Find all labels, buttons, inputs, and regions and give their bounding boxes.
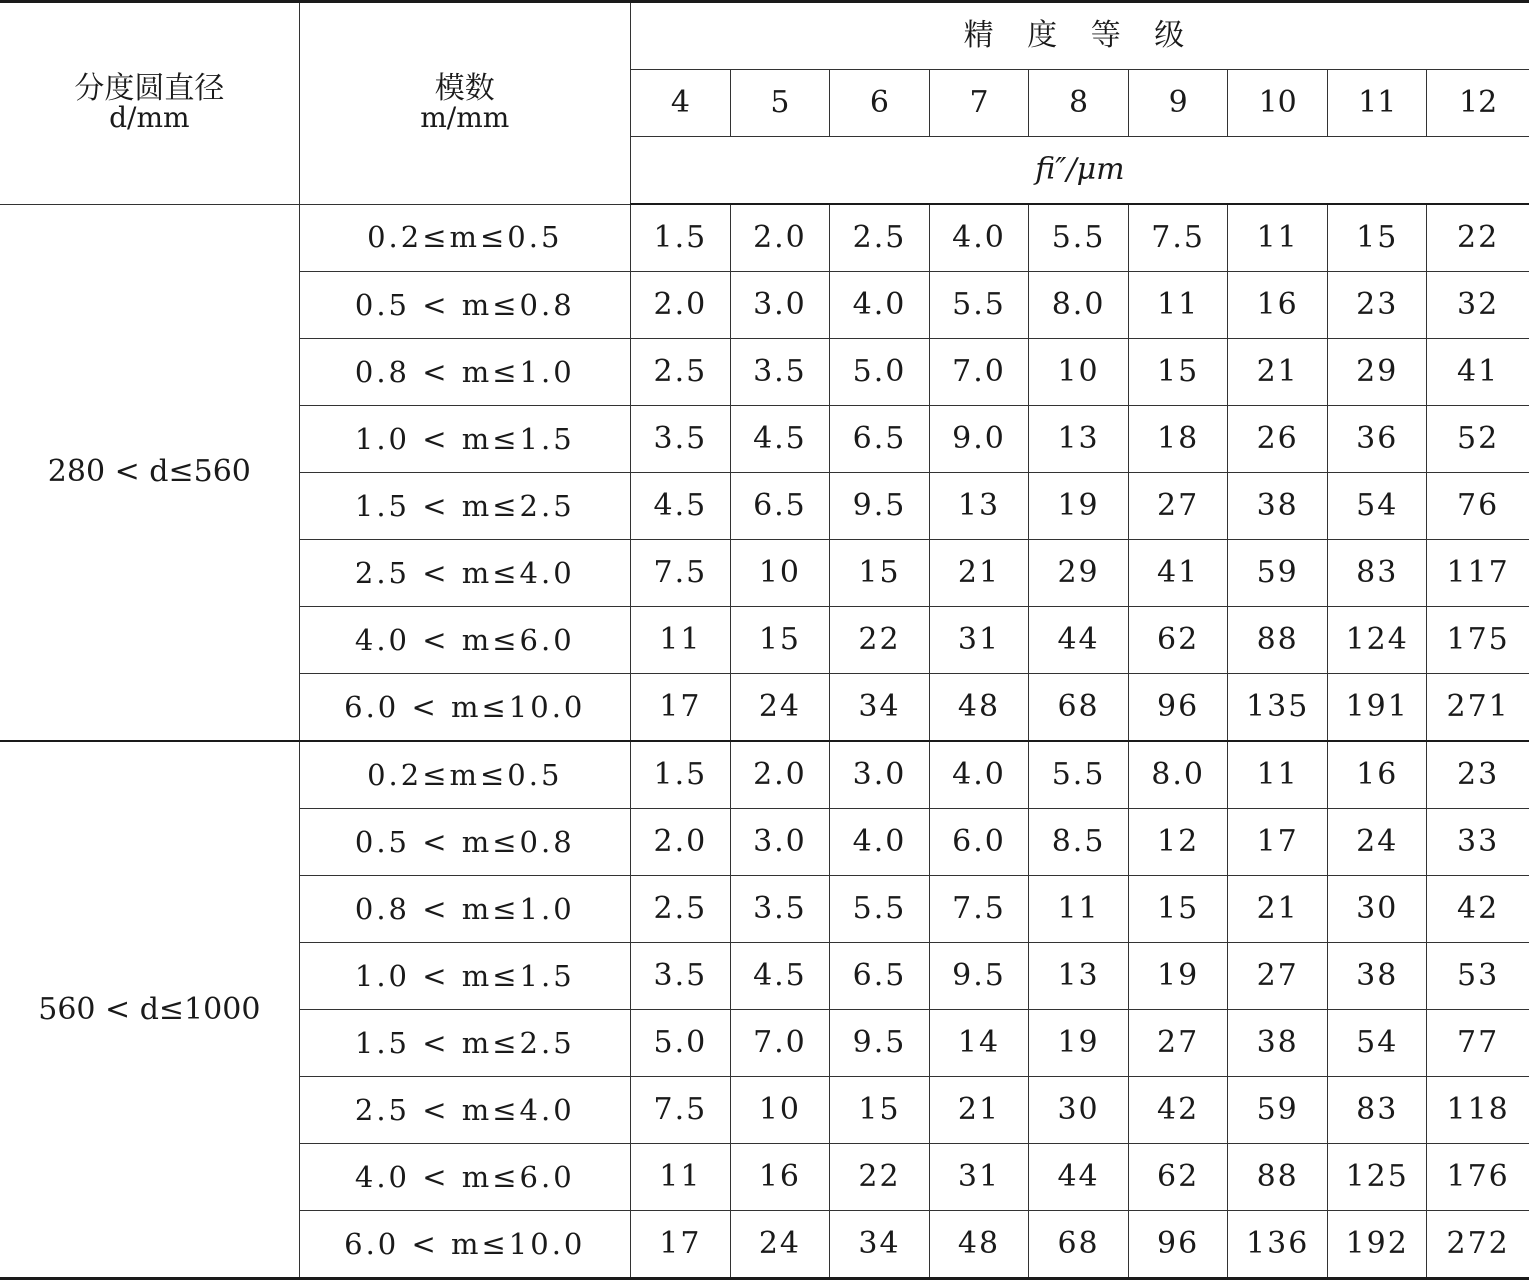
tolerance-value-cell: 27 [1129, 473, 1228, 540]
tolerance-value-cell: 191 [1328, 674, 1427, 742]
tolerance-value-cell: 15 [1129, 876, 1228, 943]
tolerance-value-cell: 124 [1328, 607, 1427, 674]
tolerance-value-cell: 38 [1228, 473, 1328, 540]
tolerance-value-cell: 38 [1228, 1010, 1328, 1077]
tolerance-value-cell: 32 [1427, 272, 1529, 339]
header-module-cell [299, 2, 630, 205]
tolerance-value-cell: 96 [1129, 674, 1228, 742]
table-row [0, 204, 1529, 272]
tolerance-value-cell: 8.0 [1129, 741, 1228, 809]
tolerance-value-cell: 1.5 [630, 204, 730, 272]
tolerance-value-cell: 42 [1129, 1077, 1228, 1144]
tolerance-value-cell: 11 [630, 607, 730, 674]
header-grade-title: 精 度 等 级 [630, 2, 1529, 70]
tolerance-value-cell: 83 [1328, 1077, 1427, 1144]
module-range-cell: 6.0 < m≤10.0 [299, 1211, 630, 1279]
tolerance-value-cell: 16 [730, 1144, 829, 1211]
tolerance-value-cell: 96 [1129, 1211, 1228, 1279]
tolerance-value-cell: 5.5 [829, 876, 929, 943]
module-range-cell: 1.5 < m≤2.5 [299, 473, 630, 540]
tolerance-value-cell: 41 [1129, 540, 1228, 607]
tolerance-value-cell: 6.0 [930, 809, 1029, 876]
header-grade-4: 4 [630, 70, 730, 137]
tolerance-value-cell: 38 [1328, 943, 1427, 1010]
module-range-cell: 1.0 < m≤1.5 [299, 406, 630, 473]
tolerance-value-cell: 44 [1029, 607, 1129, 674]
tolerance-value-cell: 88 [1228, 607, 1328, 674]
diameter-range-cell: 280 < d≤560 [0, 204, 299, 741]
tolerance-value-cell: 13 [930, 473, 1029, 540]
tolerance-value-cell: 11 [1129, 272, 1228, 339]
tolerance-value-cell: 59 [1228, 1077, 1328, 1144]
tolerance-value-cell: 3.5 [630, 406, 730, 473]
tolerance-value-cell: 76 [1427, 473, 1529, 540]
tolerance-value-cell: 3.0 [829, 741, 929, 809]
tolerance-value-cell: 117 [1427, 540, 1529, 607]
tolerance-value-cell: 13 [1029, 406, 1129, 473]
tolerance-value-cell: 5.5 [1029, 741, 1129, 809]
module-range-cell: 4.0 < m≤6.0 [299, 607, 630, 674]
tolerance-value-cell: 9.0 [930, 406, 1029, 473]
tolerance-value-cell: 27 [1129, 1010, 1228, 1077]
tolerance-value-cell: 31 [930, 1144, 1029, 1211]
module-range-cell: 1.0 < m≤1.5 [299, 943, 630, 1010]
tolerance-value-cell: 34 [829, 674, 929, 742]
tolerance-value-cell: 23 [1328, 272, 1427, 339]
tolerance-value-cell: 2.0 [730, 204, 829, 272]
tolerance-value-cell: 7.5 [630, 540, 730, 607]
tolerance-value-cell: 6.5 [829, 406, 929, 473]
tolerance-value-cell: 53 [1427, 943, 1529, 1010]
header-diameter-label: 分度圆直径 [74, 71, 225, 107]
tolerance-value-cell: 3.0 [730, 272, 829, 339]
tolerance-value-cell: 77 [1427, 1010, 1529, 1077]
tolerance-value-cell: 2.5 [630, 339, 730, 406]
tolerance-value-cell: 9.5 [930, 943, 1029, 1010]
module-range-cell: 0.2≤m≤0.5 [299, 204, 630, 272]
tolerance-value-cell: 22 [829, 1144, 929, 1211]
tolerance-value-cell: 21 [930, 540, 1029, 607]
header-grade-5: 5 [730, 70, 829, 137]
tolerance-value-cell: 15 [1328, 204, 1427, 272]
tolerance-value-cell: 27 [1228, 943, 1328, 1010]
tolerance-value-cell: 5.5 [1029, 204, 1129, 272]
tolerance-value-cell: 9.5 [829, 473, 929, 540]
tolerance-value-cell: 41 [1427, 339, 1529, 406]
tolerance-value-cell: 36 [1328, 406, 1427, 473]
header-module-unit: m/mm [420, 101, 510, 135]
tolerance-value-cell: 3.5 [730, 876, 829, 943]
tolerance-value-cell: 21 [1228, 876, 1328, 943]
tolerance-value-cell: 7.5 [1129, 204, 1228, 272]
tolerance-value-cell: 11 [630, 1144, 730, 1211]
module-range-cell: 0.8 < m≤1.0 [299, 876, 630, 943]
tolerance-value-cell: 272 [1427, 1211, 1529, 1279]
tolerance-value-cell: 118 [1427, 1077, 1529, 1144]
tolerance-value-cell: 22 [1427, 204, 1529, 272]
tolerance-value-cell: 48 [930, 674, 1029, 742]
tolerance-value-cell: 9.5 [829, 1010, 929, 1077]
tolerance-value-cell: 5.0 [829, 339, 929, 406]
tolerance-value-cell: 29 [1328, 339, 1427, 406]
tolerance-value-cell: 17 [630, 1211, 730, 1279]
module-range-cell: 0.2≤m≤0.5 [299, 741, 630, 809]
header-grade-7: 7 [930, 70, 1029, 137]
tolerance-value-cell: 7.0 [930, 339, 1029, 406]
tolerance-value-cell: 30 [1029, 1077, 1129, 1144]
tolerance-value-cell: 19 [1029, 473, 1129, 540]
tolerance-value-cell: 22 [829, 607, 929, 674]
header-module-label: 模数 [434, 71, 495, 107]
table-row [0, 741, 1529, 809]
tolerance-value-cell: 8.5 [1029, 809, 1129, 876]
module-range-cell: 6.0 < m≤10.0 [299, 674, 630, 742]
tolerance-value-cell: 7.5 [630, 1077, 730, 1144]
tolerance-value-cell: 4.0 [930, 741, 1029, 809]
tolerance-value-cell: 42 [1427, 876, 1529, 943]
tolerance-value-cell: 10 [1029, 339, 1129, 406]
tolerance-value-cell: 175 [1427, 607, 1529, 674]
tolerance-value-cell: 54 [1328, 473, 1427, 540]
header-row-grade-title [0, 2, 1529, 70]
tolerance-value-cell: 4.0 [930, 204, 1029, 272]
tolerance-value-cell: 17 [1228, 809, 1328, 876]
tolerance-value-cell: 16 [1228, 272, 1328, 339]
tolerance-value-cell: 4.5 [730, 406, 829, 473]
tolerance-value-cell: 30 [1328, 876, 1427, 943]
header-grade-10: 10 [1228, 70, 1328, 137]
tolerance-value-cell: 68 [1029, 674, 1129, 742]
tolerance-value-cell: 7.5 [930, 876, 1029, 943]
tolerance-value-cell: 2.0 [630, 272, 730, 339]
header-grade-6: 6 [829, 70, 929, 137]
tolerance-value-cell: 26 [1228, 406, 1328, 473]
tolerance-value-cell: 24 [730, 674, 829, 742]
tolerance-value-cell: 68 [1029, 1211, 1129, 1279]
tolerance-value-cell: 17 [630, 674, 730, 742]
tolerance-value-cell: 2.0 [730, 741, 829, 809]
tolerance-value-cell: 21 [1228, 339, 1328, 406]
tolerance-value-cell: 18 [1129, 406, 1228, 473]
tolerance-value-cell: 19 [1129, 943, 1228, 1010]
tolerance-value-cell: 4.5 [630, 473, 730, 540]
tolerance-value-cell: 54 [1328, 1010, 1427, 1077]
tolerance-value-cell: 12 [1129, 809, 1228, 876]
module-range-cell: 0.5 < m≤0.8 [299, 272, 630, 339]
tolerance-value-cell: 29 [1029, 540, 1129, 607]
tolerance-value-cell: 125 [1328, 1144, 1427, 1211]
header-diameter-unit: d/mm [109, 101, 190, 135]
header-grade-9: 9 [1129, 70, 1228, 137]
tolerance-value-cell: 4.5 [730, 943, 829, 1010]
tolerance-value-cell: 10 [730, 1077, 829, 1144]
tolerance-value-cell: 6.5 [730, 473, 829, 540]
tolerance-value-cell: 88 [1228, 1144, 1328, 1211]
module-range-cell: 0.5 < m≤0.8 [299, 809, 630, 876]
tolerance-value-cell: 176 [1427, 1144, 1529, 1211]
tolerance-value-cell: 59 [1228, 540, 1328, 607]
tolerance-value-cell: 4.0 [829, 272, 929, 339]
tolerance-value-cell: 14 [930, 1010, 1029, 1077]
tolerance-value-cell: 62 [1129, 607, 1228, 674]
tolerance-value-cell: 10 [730, 540, 829, 607]
tolerance-value-cell: 31 [930, 607, 1029, 674]
tolerance-value-cell: 52 [1427, 406, 1529, 473]
tolerance-value-cell: 136 [1228, 1211, 1328, 1279]
tolerance-value-cell: 11 [1228, 204, 1328, 272]
module-range-cell: 1.5 < m≤2.5 [299, 1010, 630, 1077]
tolerance-value-cell: 2.0 [630, 809, 730, 876]
tolerance-value-cell: 3.0 [730, 809, 829, 876]
header-diameter-cell [0, 2, 299, 205]
tolerance-value-cell: 5.5 [930, 272, 1029, 339]
module-range-cell: 2.5 < m≤4.0 [299, 1077, 630, 1144]
tolerance-value-cell: 2.5 [829, 204, 929, 272]
tolerance-value-cell: 3.5 [630, 943, 730, 1010]
tolerance-value-cell: 15 [1129, 339, 1228, 406]
tolerance-value-cell: 62 [1129, 1144, 1228, 1211]
tolerance-value-cell: 15 [829, 540, 929, 607]
tolerance-value-cell: 192 [1328, 1211, 1427, 1279]
header-grade-11: 11 [1328, 70, 1427, 137]
tolerance-value-cell: 135 [1228, 674, 1328, 742]
tolerance-value-cell: 19 [1029, 1010, 1129, 1077]
tolerance-value-cell: 11 [1029, 876, 1129, 943]
tolerance-value-cell: 7.0 [730, 1010, 829, 1077]
header-grade-12: 12 [1427, 70, 1529, 137]
tolerance-value-cell: 15 [829, 1077, 929, 1144]
tolerance-value-cell: 8.0 [1029, 272, 1129, 339]
tolerance-value-cell: 2.5 [630, 876, 730, 943]
tolerance-value-cell: 6.5 [829, 943, 929, 1010]
tolerance-value-cell: 83 [1328, 540, 1427, 607]
tolerance-value-cell: 4.0 [829, 809, 929, 876]
header-value-symbol: fi″/μm [630, 137, 1529, 205]
tolerance-value-cell: 48 [930, 1211, 1029, 1279]
tolerance-value-cell: 44 [1029, 1144, 1129, 1211]
tolerance-value-cell: 15 [730, 607, 829, 674]
module-range-cell: 0.8 < m≤1.0 [299, 339, 630, 406]
tolerance-value-cell: 33 [1427, 809, 1529, 876]
tolerance-value-cell: 3.5 [730, 339, 829, 406]
tolerance-value-cell: 24 [730, 1211, 829, 1279]
tolerance-value-cell: 13 [1029, 943, 1129, 1010]
diameter-range-cell: 560 < d≤1000 [0, 741, 299, 1279]
module-range-cell: 2.5 < m≤4.0 [299, 540, 630, 607]
tolerance-value-cell: 271 [1427, 674, 1529, 742]
tolerance-value-cell: 1.5 [630, 741, 730, 809]
tolerance-value-cell: 21 [930, 1077, 1029, 1144]
tolerance-value-cell: 16 [1328, 741, 1427, 809]
tolerance-value-cell: 23 [1427, 741, 1529, 809]
tolerance-value-cell: 11 [1228, 741, 1328, 809]
tolerance-value-cell: 24 [1328, 809, 1427, 876]
header-grade-8: 8 [1029, 70, 1129, 137]
tolerance-value-cell: 5.0 [630, 1010, 730, 1077]
module-range-cell: 4.0 < m≤6.0 [299, 1144, 630, 1211]
tolerance-value-cell: 34 [829, 1211, 929, 1279]
